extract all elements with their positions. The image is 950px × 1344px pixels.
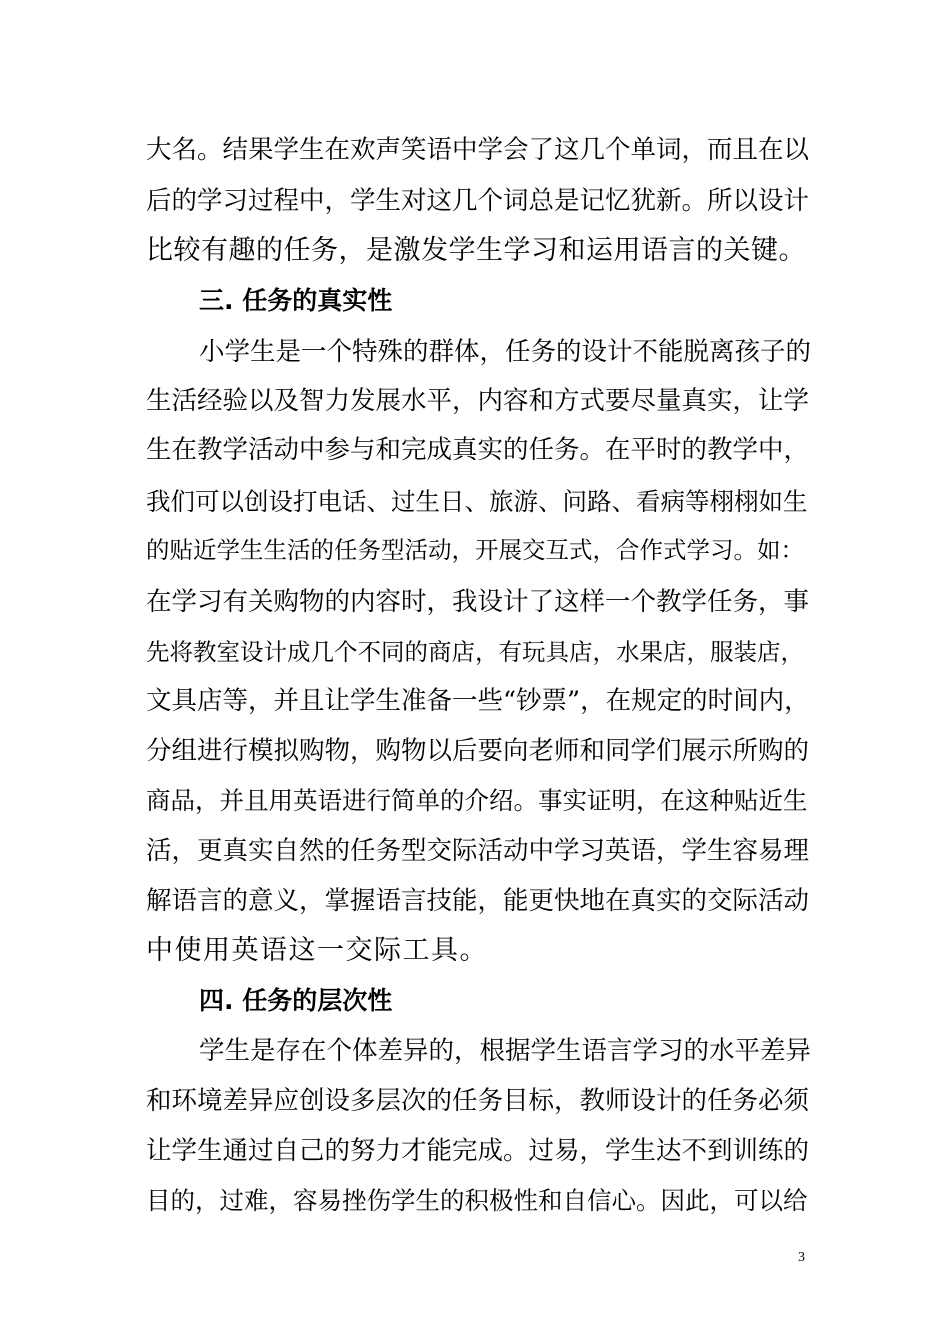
body-text-line: 后的学习过程中，学生对这几个词总是记忆犹新。所以设计 (146, 186, 810, 216)
body-text-line: 分组进行模拟购物，购物以后要向老师和同学们展示所购的 (146, 736, 810, 766)
body-text-line: 生在教学活动中参与和完成真实的任务。在平时的教学中， (146, 435, 810, 465)
body-text-line: 的贴近学生生活的任务型活动，开展交互式，合作式学习。如： (146, 536, 804, 564)
body-text-line: 和环境差异应创设多层次的任务目标，教师设计的任务必须 (146, 1086, 810, 1116)
body-text-line: 商品，并且用英语进行简单的介绍。事实证明，在这种贴近生 (146, 786, 808, 815)
section-heading: 三. 任务的真实性 (199, 286, 393, 315)
body-text-line: 先将教室设计成几个不同的商店，有玩具店，水果店，服装店， (146, 638, 804, 666)
section-heading: 四. 任务的层次性 (199, 986, 393, 1015)
body-text-line: 大名。结果学生在欢声笑语中学会了这几个单词，而且在以 (146, 135, 810, 165)
body-text-line: 让学生通过自己的努力才能完成。过易，学生达不到训练的 (146, 1136, 810, 1166)
body-text-line: 小学生是一个特殊的群体，任务的设计不能脱离孩子的 (199, 337, 812, 367)
body-text-line: 比较有趣的任务，是激发学生学习和运用语言的关键。 (146, 235, 806, 266)
body-text-line: 生活经验以及智力发展水平，内容和方式要尽量真实，让学 (146, 386, 810, 416)
body-text-line: 活，更真实自然的任务型交际活动中学习英语，学生容易理 (146, 836, 810, 866)
body-text-line: 解语言的意义，掌握语言技能，能更快地在真实的交际活动 (146, 886, 810, 916)
body-text-line: 目的，过难，容易挫伤学生的积极性和自信心。因此，可以给 (146, 1186, 808, 1215)
body-text-line: 学生是存在个体差异的，根据学生语言学习的水平差异 (199, 1036, 812, 1066)
body-text-line: 在学习有关购物的内容时，我设计了这样一个教学任务，事 (146, 587, 810, 617)
body-text-line: 中使用英语这一交际工具。 (146, 935, 488, 966)
body-text-line: 文具店等，并且让学生准备一些“钞票”，在规定的时间内， (146, 686, 810, 716)
body-text-line: 我们可以创设打电话、过生日、旅游、问路、看病等栩栩如生 (146, 487, 808, 516)
page-number: 3 (798, 1250, 805, 1265)
